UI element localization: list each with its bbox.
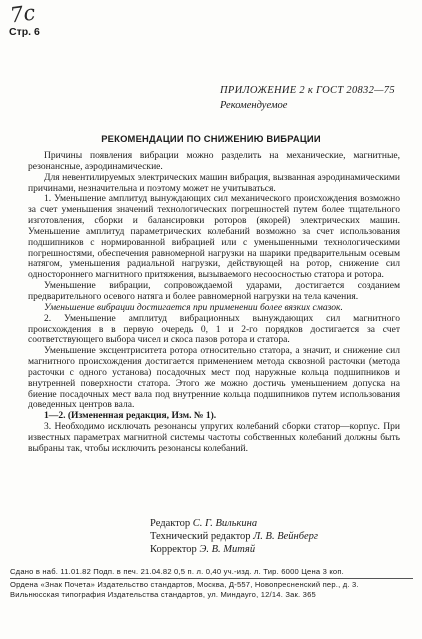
print-info: Сдано в наб. 11.01.82 Подп. в печ. 21.04.82 0,5 п. л. 0,40 уч.-изд. л. Тир. 6000 Цена 3 коп.: [10, 567, 344, 576]
editor-role: Редактор: [150, 518, 191, 529]
paragraph-eccentricity: Уменьшение эксцентриситета ротора относительно статора, а значит, и снижение сил магнитного происхождения достигается применением метода сквозной расточки (метода расточки с одного установа) посадочных мест под наружные кольца подшипников и внутренней поверхности статора. Этого же можно достичь уменьшением допуска на биение посадочных мест вала под внутренние кольца подшипников путем использования доведенных центров вала.: [28, 345, 400, 411]
printer-info: [10, 580, 415, 599]
paragraph-mechanical: 1. Уменьшение амплитуд вынуждающих сил механического происхождения возможно за счет уменьшения значений технологических погрешностей путем более тщательного изготовления, сборки и балансировки роторов (якорей) электрических машин. Уменьшение амплитуд параметрических колебаний возможно за счет использования подшипников с нормированной вибрацией или с уменьшенными технологическими погрешностями, обеспечения равномерной нагрузки на шарики предварительным осевым натягом, уменьшения радиальной нагрузки, действующей на ротор, снижение сил одностороннего магнитного притяжения, вызываемого несоосностью статора и ротора.: [28, 193, 400, 281]
page-number: Стр. 6: [9, 26, 40, 38]
editor-name: С. Г. Вилькина: [192, 518, 258, 529]
paragraph-resonance: 3. Необходимо исключать резонансы упругих колебаний сборки статор—корпус. При известных параметрах магнитной системы частоты собственных колебаний должны быть выбраны так, чтобы исключить резонансы колебаний.: [28, 421, 400, 454]
section-heading: РЕКОМЕНДАЦИИ ПО СНИЖЕНИЮ ВИБРАЦИИ: [101, 133, 321, 144]
paragraph-impacts: Уменьшение вибрации, сопровождаемой ударами, достигается созданием предварительного осевого натяга и более равномерной нагрузки на тела качения.: [28, 280, 400, 302]
body-text: [28, 151, 400, 455]
tech-editor-role: Технический редактор: [150, 530, 251, 542]
corrector-line: [150, 544, 318, 557]
divider: [10, 578, 413, 579]
appendix-title: ПРИЛОЖЕНИЕ 2 к ГОСТ 20832—75: [220, 85, 395, 96]
handwritten-mark: 7с: [8, 0, 37, 28]
tech-editor-line: [150, 531, 318, 544]
paragraph-magnetic: 2. Уменьшение амплитуд вибрационных вынуждающих сил магнитного происхождения в в первую очередь 0, 1 и 2-го порядков достигается за счет соответствующего выбора чисел и скоса пазов ротора и статора.: [28, 312, 400, 346]
paragraph-lubrication: Уменьшение вибрации достигается при применении более вязких смазок.: [44, 301, 343, 313]
corrector-role: Корректор: [150, 543, 197, 555]
printer-line: Вильнюсская типография Издательства стандартов, ул. Миндауго, 12/14. Зак. 365: [10, 589, 316, 599]
corrector-name: Э. В. Митяй: [199, 543, 256, 555]
editor-line: [150, 518, 318, 531]
paragraph-aerodynamic: Для невентилируемых электрических машин вибрация, вызванная аэродинамическими причинами, незначительна и поэтому может не учитываться.: [28, 171, 400, 194]
paragraph-causes: Причины появления вибрации можно разделить на механические, магнитные, резонансные, аэродинамические.: [28, 150, 400, 172]
editors-block: [150, 518, 318, 556]
amendment-note: 1—2. (Измененная редакция, Изм. № 1).: [44, 410, 217, 422]
recommended-label: Рекомендуемое: [220, 100, 288, 111]
tech-editor-name: Л. В. Вейнберг: [253, 530, 319, 542]
printer-line: Ордена «Знак Почета» Издательство стандартов, Москва, Д-557, Новопресненский пер., д. 3.: [10, 580, 359, 589]
